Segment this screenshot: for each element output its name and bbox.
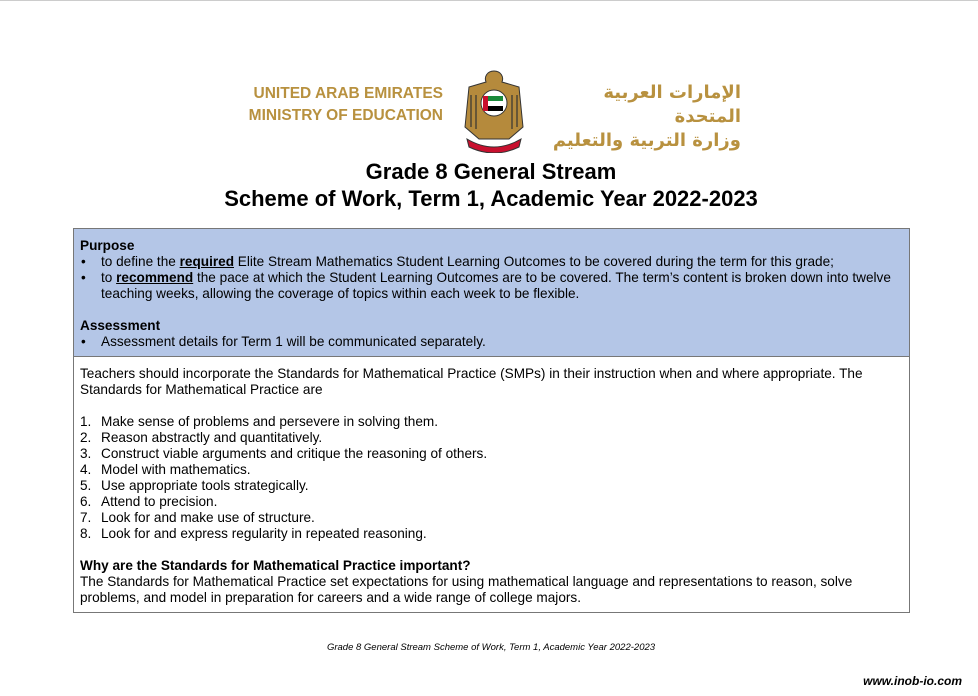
why-heading: Why are the Standards for Mathematical Practice important? [80,558,471,573]
smp-item: 6. Attend to precision. [80,494,218,509]
purpose-bullet: • to define the required Elite Stream Mathematics Student Learning Outcomes to be covered during the term for this grade; [101,254,903,270]
ministry-name-en [249,83,443,127]
org-ar-line-2: وزارة التربية والتعليم [552,130,741,151]
purpose-heading: Purpose [80,238,135,253]
smp-item: 2. Reason abstractly and quantitatively. [80,430,323,445]
uae-emblem-icon [459,67,529,153]
org-ar-line-1: الإمارات العربية المتحدة [603,82,741,127]
smp-intro: Teachers should incorporate the Standards for Mathematical Practice (SMPs) in their instruction when and where appropriate. The Standards for Mathematical Practice are [80,366,863,397]
smp-item: 7. Look for and make use of structure. [80,510,315,525]
smp-list [80,414,903,542]
doc-title: Grade 8 General Stream [365,159,617,184]
smp-item: 4. Model with mathematics. [80,462,251,477]
org-line-2: MINISTRY OF EDUCATION [248,107,443,124]
ministry-name-ar [546,81,741,153]
page-footer: Grade 8 General Stream Scheme of Work, Term 1, Academic Year 2022-2023 [326,642,656,653]
smp-item: 3. Construct viable arguments and critique the reasoning of others. [80,446,488,461]
purpose-section [74,229,909,357]
purpose-bullet: • to recommend the pace at which the Student Learning Outcomes are to be covered. The term’s content is broken down into twelve teaching weeks, allowing the coverage of topics within each week to be flexible. [101,270,903,302]
smp-section [74,357,909,612]
smp-item: 1. Make sense of problems and persevere in solving them. [80,414,438,429]
smp-item: 8. Look for and express regularity in repeated reasoning. [80,526,427,541]
assessment-bullet: • Assessment details for Term 1 will be communicated separately. [101,334,903,350]
assessment-heading: Assessment [80,318,161,333]
org-line-1: UNITED ARAB EMIRATES [253,85,443,102]
info-table [73,228,910,613]
doc-subtitle: Scheme of Work, Term 1, Academic Year 2022-2023 [224,186,758,211]
smp-item: 5. Use appropriate tools strategically. [80,478,309,493]
why-text: The Standards for Mathematical Practice set expectations for using mathematical language and representations to reason, solve problems, and model in preparation for careers and a wide range of college majors. [80,574,853,605]
watermark: www.inob-io.com [863,674,962,688]
